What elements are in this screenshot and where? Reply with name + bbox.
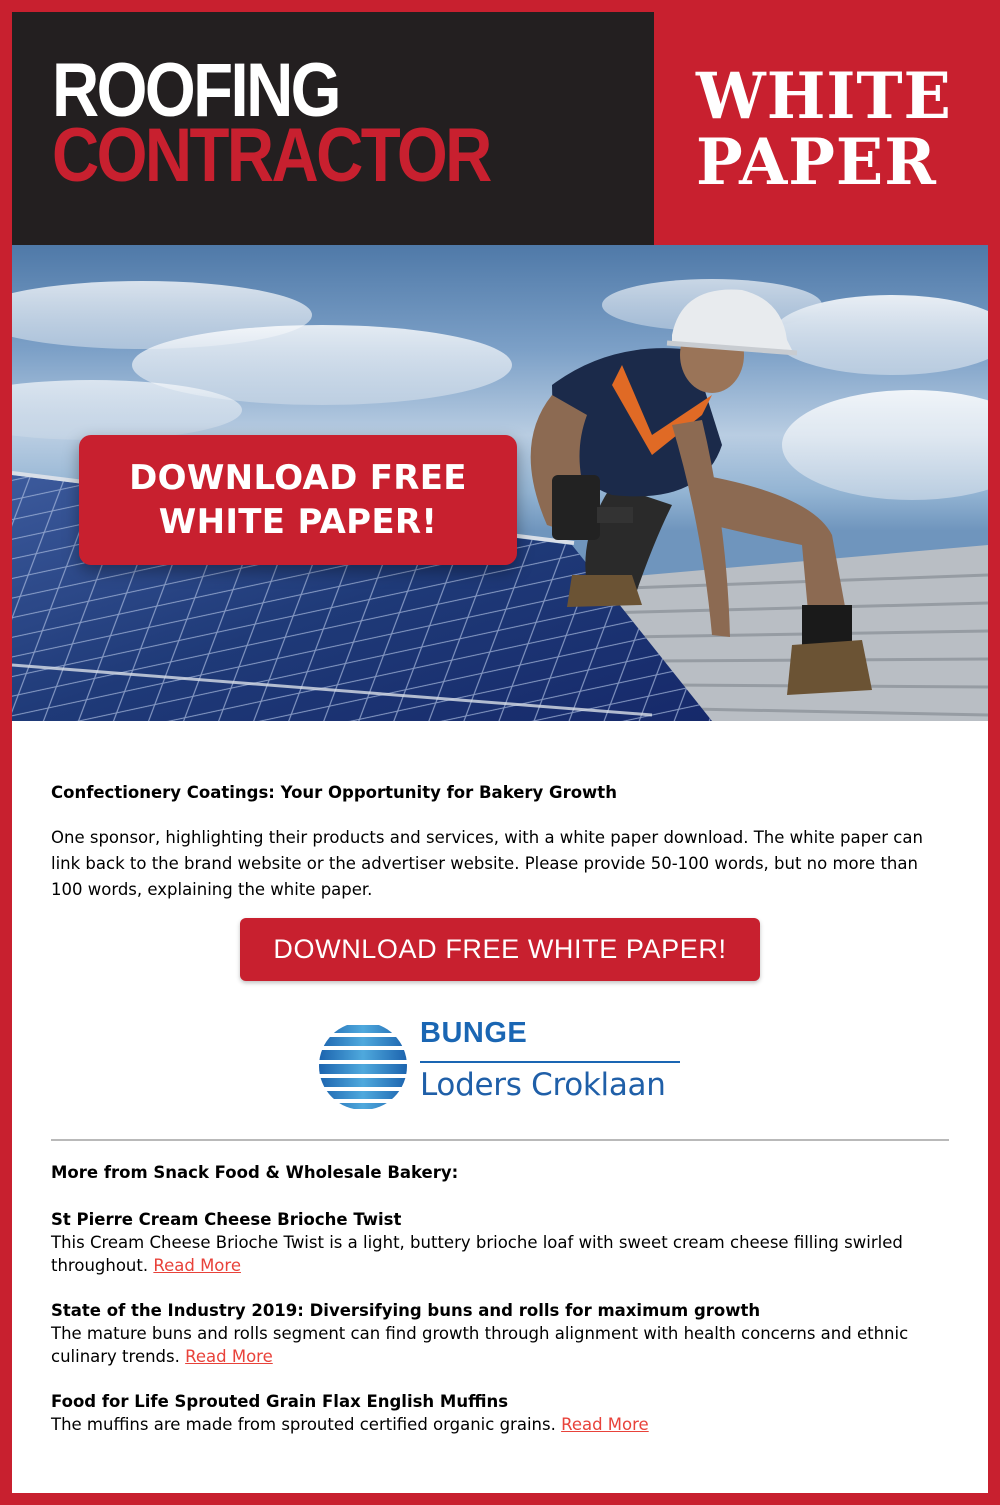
item-title[interactable]: St Pierre Cream Cheese Brioche Twist <box>51 1210 402 1229</box>
sponsor-name: Loders Croklaan <box>420 1067 666 1103</box>
sponsor-logo[interactable] <box>300 1005 700 1113</box>
list-item <box>51 1208 951 1277</box>
more-heading: More from Snack Food & Wholesale Bakery: <box>51 1163 459 1182</box>
list-item <box>51 1299 951 1368</box>
masthead-line-1: ROOFING <box>52 48 339 133</box>
article-body: One sponsor, highlighting their products and services, with a white paper download. The white paper can link back to the brand website or the advertiser website. Please provide 50-100 words, but no more than 100 words, explaining the white paper. <box>51 828 923 899</box>
white-paper-badge-text <box>696 59 952 200</box>
item-description <box>51 1413 951 1436</box>
read-more-link[interactable]: Read More <box>561 1415 649 1434</box>
hero-download-button[interactable] <box>79 435 517 565</box>
masthead-line-2: CONTRACTOR <box>52 113 490 199</box>
email-frame <box>12 12 988 1493</box>
article <box>51 781 951 903</box>
roofing-contractor-logo[interactable] <box>52 48 490 199</box>
item-title[interactable]: Food for Life Sprouted Grain Flax English Muffins <box>51 1392 509 1411</box>
section-divider <box>51 1139 949 1141</box>
hero-download-button-label: DOWNLOAD FREE WHITE PAPER! <box>129 457 467 542</box>
badge-line-2: PAPER <box>696 124 937 200</box>
badge-line-1: WHITE <box>696 59 952 134</box>
article-title: Confectionery Coatings: Your Opportunity for Bakery Growth <box>51 783 617 802</box>
list-item <box>51 1390 951 1436</box>
item-title[interactable]: State of the Industry 2019: Diversifying buns and rolls for maximum growth <box>51 1301 761 1320</box>
sponsor-logo-rule <box>420 1061 680 1063</box>
globe-stripes-icon <box>318 1021 408 1111</box>
item-description-text: The muffins are made from sprouted certified organic grains. <box>51 1415 556 1434</box>
item-description <box>51 1322 951 1368</box>
header <box>12 12 988 245</box>
read-more-link[interactable]: Read More <box>185 1347 273 1366</box>
item-description-text: The mature buns and rolls segment can find growth through alignment with health concerns and ethnic culinary trends. <box>51 1324 909 1366</box>
white-paper-badge <box>654 12 988 245</box>
read-more-link[interactable]: Read More <box>153 1256 241 1275</box>
item-description <box>51 1231 951 1277</box>
hero-image[interactable] <box>12 245 988 721</box>
download-white-paper-button-label: DOWNLOAD FREE WHITE PAPER! <box>273 934 727 964</box>
download-white-paper-button[interactable] <box>240 918 760 981</box>
more-section <box>51 1161 951 1458</box>
sponsor-brand: BUNGE <box>420 1017 528 1049</box>
item-description-text: This Cream Cheese Brioche Twist is a light, buttery brioche loaf with sweet cream cheese filling swirled throughout. <box>51 1233 903 1275</box>
